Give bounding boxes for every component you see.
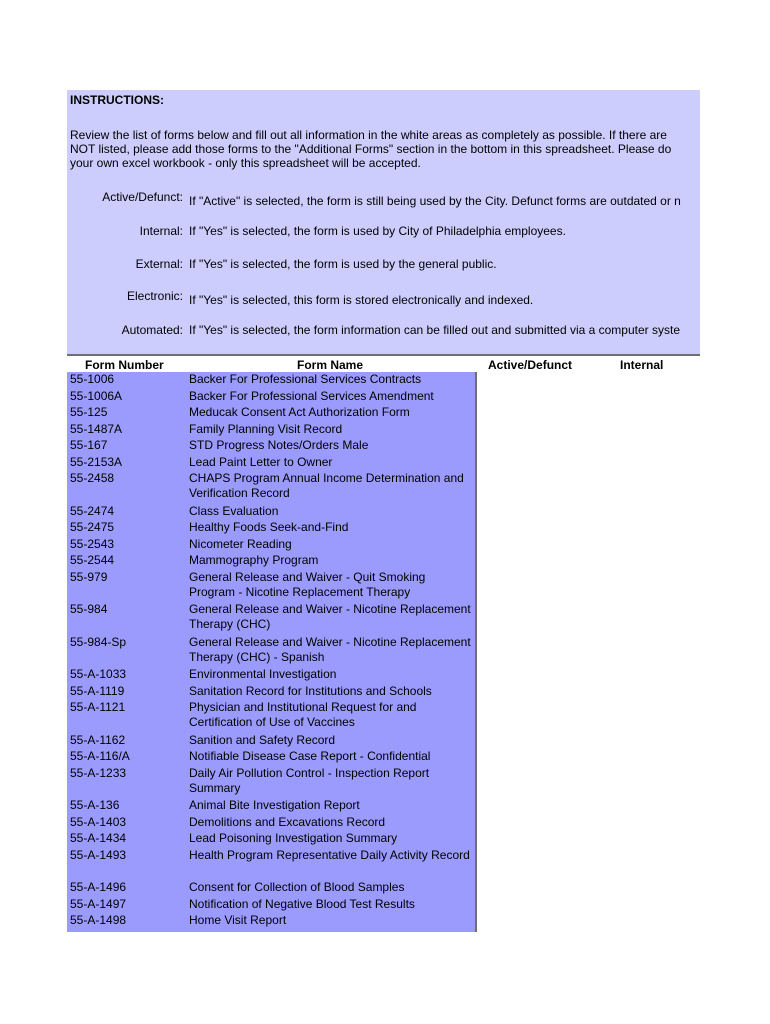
form-name-cell: Nicometer Reading xyxy=(189,536,292,551)
table-row xyxy=(67,405,475,422)
instructions-panel xyxy=(67,90,700,354)
table-row xyxy=(67,831,475,848)
instructions-title: INSTRUCTIONS: xyxy=(70,93,164,107)
form-name-cell: Notification of Negative Blood Test Results xyxy=(189,896,415,911)
form-number-cell: 55-A-1121 xyxy=(70,700,126,714)
form-name-cell: STD Progress Notes/Orders Male xyxy=(189,438,369,452)
table-row xyxy=(67,848,475,881)
form-name-cell: Environmental Investigation xyxy=(189,667,337,681)
form-number-cell: 55-2543 xyxy=(70,536,115,551)
entry-area[interactable] xyxy=(475,372,700,932)
table-row xyxy=(67,372,475,389)
definition-text-internal: If "Yes" is selected, the form is used by City of Philadelphia employees. xyxy=(189,224,566,238)
form-number-cell: 55-1006 xyxy=(70,372,115,386)
form-name-cell: General Release and Waiver - Quit Smoking Program - Nicotine Replacement Therapy xyxy=(189,569,426,599)
form-name-cell: Backer For Professional Services Amendment xyxy=(189,388,434,403)
instructions-line: your own excel workbook - only this spreadsheet will be accepted. xyxy=(70,156,421,170)
table-row xyxy=(67,537,475,554)
table-row xyxy=(67,422,475,439)
form-number-cell: 55-A-1403 xyxy=(70,814,127,829)
table-row xyxy=(67,520,475,537)
form-name-cell: Home Visit Report xyxy=(189,913,287,927)
form-number-cell: 55-2474 xyxy=(70,503,115,518)
form-name-cell: Consent for Collection of Blood Samples xyxy=(189,880,405,894)
table-row xyxy=(67,897,475,914)
form-name-cell: Mammography Program xyxy=(189,553,319,567)
form-name-cell: Health Program Representative Daily Activity Record xyxy=(189,847,470,862)
form-number-cell: 55-2475 xyxy=(70,520,115,534)
form-name-cell: Daily Air Pollution Control - Inspection Report Summary xyxy=(189,765,430,795)
table-row xyxy=(67,667,475,684)
form-number-cell: 55-1006A xyxy=(70,388,123,403)
form-name-cell: General Release and Waiver - Nicotine Replacement Therapy (CHC) xyxy=(189,602,471,631)
form-name-cell: Sanition and Safety Record xyxy=(189,732,336,747)
form-number-cell: 55-979 xyxy=(70,569,108,584)
form-name-cell: Class Evaluation xyxy=(189,503,279,518)
form-number-cell: 55-2544 xyxy=(70,553,115,567)
table-row xyxy=(67,913,475,930)
form-name-cell: Meducak Consent Act Authorization Form xyxy=(189,405,410,419)
form-number-cell: 55-A-1033 xyxy=(70,667,127,681)
instructions-line: Review the list of forms below and fill out all information in the white areas as completely as possible. If there are xyxy=(70,128,667,142)
table-row xyxy=(67,570,475,603)
form-number-cell: 55-125 xyxy=(70,405,108,419)
table-row xyxy=(67,766,475,799)
definition-text-automated: If "Yes" is selected, the form information can be filled out and submitted via a computer syste xyxy=(189,323,680,337)
table-row xyxy=(67,635,475,668)
definition-label-internal: Internal: xyxy=(139,224,183,238)
definition-text-external: If "Yes" is selected, the form is used by the general public. xyxy=(189,257,497,271)
definition-label-external: External: xyxy=(135,257,183,271)
header-active-defunct: Active/Defunct xyxy=(488,358,573,372)
form-name-cell: Healthy Foods Seek-and-Find xyxy=(189,520,349,534)
form-number-cell: 55-2458 xyxy=(70,471,115,485)
form-name-cell: General Release and Waiver - Nicotine Replacement Therapy (CHC) - Spanish xyxy=(189,634,471,664)
form-number-cell: 55-A-1233 xyxy=(70,765,127,780)
table-row xyxy=(67,389,475,406)
table-row xyxy=(67,504,475,521)
form-number-cell: 55-A-1162 xyxy=(70,732,126,747)
instructions-line: NOT listed, please add those forms to the "Additional Forms" section in the bottom in this spreadsheet. Please do xyxy=(70,142,672,156)
definition-text-electronic: If "Yes" is selected, this form is stored electronically and indexed. xyxy=(189,293,534,307)
table-row xyxy=(67,471,475,504)
table-row xyxy=(67,684,475,701)
table-row xyxy=(67,749,475,766)
table-row xyxy=(67,798,475,815)
instructions-paragraph xyxy=(70,128,671,170)
table-body xyxy=(67,372,700,932)
form-number-cell: 55-A-1119 xyxy=(70,683,125,698)
form-name-cell: Physician and Institutional Request for and Certification of Use of Vaccines xyxy=(189,700,417,729)
form-number-cell: 55-A-136 xyxy=(70,798,120,812)
form-name-cell: Family Planning Visit Record xyxy=(189,421,343,436)
form-name-cell: CHAPS Program Annual Income Determination and Verification Record xyxy=(189,471,464,500)
table-row xyxy=(67,602,475,635)
form-number-cell: 55-1487A xyxy=(70,421,123,436)
form-name-cell: Sanitation Record for Institutions and Schools xyxy=(189,683,432,698)
table-row xyxy=(67,700,475,733)
definition-label-electronic: Electronic: xyxy=(126,289,183,303)
table-row xyxy=(67,455,475,472)
form-name-cell: Notifiable Disease Case Report - Confidential xyxy=(189,749,431,763)
table-row xyxy=(67,733,475,750)
form-number-cell: 55-984 xyxy=(70,602,108,616)
form-name-cell: Demolitions and Excavations Record xyxy=(189,814,386,829)
form-number-cell: 55-A-1496 xyxy=(70,880,127,894)
form-number-cell: 55-984-Sp xyxy=(70,634,127,649)
table-header xyxy=(67,354,700,372)
form-number-cell: 55-167 xyxy=(70,438,108,452)
table-row xyxy=(67,880,475,897)
definition-label-automated: Automated: xyxy=(121,323,183,337)
form-number-cell: 55-A-1434 xyxy=(70,831,127,845)
form-name-cell: Lead Paint Letter to Owner xyxy=(189,454,333,469)
definition-label-active-defunct: Active/Defunct: xyxy=(102,190,183,204)
header-form-number: Form Number xyxy=(85,358,164,372)
form-number-cell: 55-A-1498 xyxy=(70,913,127,927)
form-number-cell: 55-2153A xyxy=(70,454,123,469)
table-row xyxy=(67,438,475,455)
header-form-name: Form Name xyxy=(297,358,364,372)
form-name-cell: Animal Bite Investigation Report xyxy=(189,798,360,812)
spreadsheet xyxy=(67,90,700,932)
form-number-cell: 55-A-1493 xyxy=(70,847,127,862)
form-name-cell: Backer For Professional Services Contracts xyxy=(189,372,422,386)
form-name-cell: Lead Poisoning Investigation Summary xyxy=(189,831,398,845)
form-number-cell: 55-A-1497 xyxy=(70,896,127,911)
form-number-cell: 55-A-116/A xyxy=(70,749,130,763)
table-row xyxy=(67,815,475,832)
definition-text-active-defunct: If "Active" is selected, the form is still being used by the City. Defunct forms are outdated or n xyxy=(189,194,681,208)
table-row xyxy=(67,553,475,570)
header-internal: Internal xyxy=(620,358,664,372)
